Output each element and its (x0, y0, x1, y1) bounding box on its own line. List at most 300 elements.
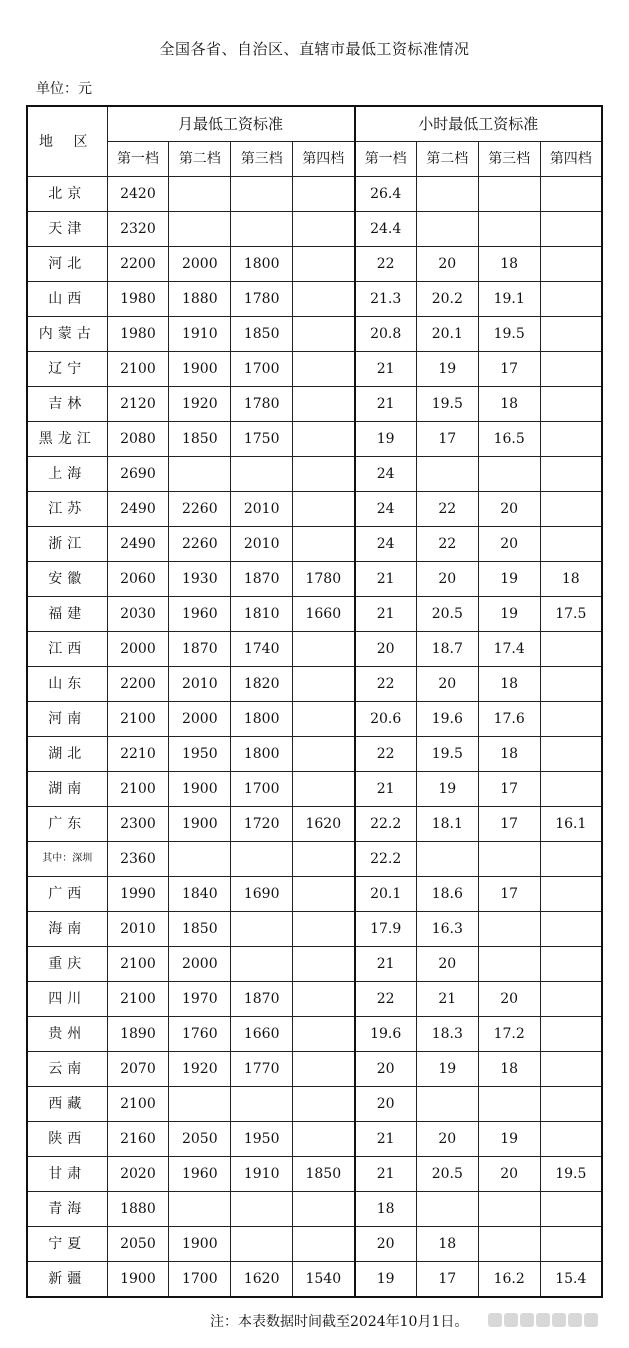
watermark-icon (488, 1313, 502, 1327)
monthly-group-header: 月最低工资标准 (107, 106, 355, 142)
table-row (27, 632, 602, 667)
hourly-tier-4-cell (540, 457, 602, 492)
hourly-tier-3-cell: 17 (478, 807, 540, 842)
hourly-tier-1-cell: 17.9 (355, 912, 417, 947)
hourly-tier-4-cell (540, 1052, 602, 1087)
hourly-tier-3-cell (478, 947, 540, 982)
hourly-tier-4-cell (540, 422, 602, 457)
monthly-tier-4-cell (293, 1087, 355, 1122)
table-row (27, 282, 602, 317)
monthly-tier-1-cell: 2010 (107, 912, 169, 947)
hourly-tier-4-cell: 15.4 (540, 1262, 602, 1298)
hourly-tier-1-cell: 24 (355, 457, 417, 492)
hourly-tier-1-cell: 19 (355, 422, 417, 457)
hourly-tier-1-cell: 22 (355, 247, 417, 282)
region-cell: 辽宁 (27, 352, 107, 387)
monthly-tier-3-cell: 1870 (231, 982, 293, 1017)
hourly-tier-3-cell (478, 912, 540, 947)
monthly-tier-4-cell: 1540 (293, 1262, 355, 1298)
monthly-tier-1-cell: 2060 (107, 562, 169, 597)
table-row (27, 772, 602, 807)
monthly-tier-2-cell: 2000 (169, 947, 231, 982)
monthly-tier-1-cell: 2490 (107, 492, 169, 527)
hourly-tier-4-cell (540, 352, 602, 387)
hourly-tier-1-cell: 26.4 (355, 177, 417, 212)
hourly-tier-3-cell: 20 (478, 492, 540, 527)
hourly-tier-4-cell (540, 1017, 602, 1052)
hourly-tier-1-cell: 21.3 (355, 282, 417, 317)
monthly-tier-1-cell: 2490 (107, 527, 169, 562)
monthly-tier-2-cell: 1760 (169, 1017, 231, 1052)
monthly-tier-1-cell: 2100 (107, 352, 169, 387)
monthly-tier-3-cell: 1850 (231, 317, 293, 352)
monthly-tier-3-cell (231, 1087, 293, 1122)
monthly-tier-2-cell: 1850 (169, 912, 231, 947)
monthly-tier-2-cell: 2050 (169, 1122, 231, 1157)
hourly-tier-1-cell: 20.6 (355, 702, 417, 737)
monthly-tier-2-cell: 2000 (169, 247, 231, 282)
monthly-tier-3-cell (231, 212, 293, 247)
hourly-tier-4-cell (540, 737, 602, 772)
table-row (27, 807, 602, 842)
hourly-tier-1-cell: 22 (355, 737, 417, 772)
hourly-tier-4-cell (540, 842, 602, 877)
monthly-tier-3-header: 第三档 (231, 142, 293, 177)
monthly-tier-1-cell: 2070 (107, 1052, 169, 1087)
monthly-tier-2-cell (169, 457, 231, 492)
hourly-tier-2-cell: 20.1 (416, 317, 478, 352)
hourly-tier-2-cell: 19 (416, 1052, 478, 1087)
monthly-tier-2-cell (169, 842, 231, 877)
monthly-tier-4-cell: 1780 (293, 562, 355, 597)
region-cell: 浙江 (27, 527, 107, 562)
hourly-tier-4-cell (540, 632, 602, 667)
hourly-tier-1-cell: 21 (355, 1157, 417, 1192)
hourly-tier-2-cell: 19 (416, 772, 478, 807)
monthly-tier-4-cell: 1850 (293, 1157, 355, 1192)
table-row (27, 842, 602, 877)
region-cell: 重庆 (27, 947, 107, 982)
hourly-tier-4-cell (540, 912, 602, 947)
monthly-tier-3-cell: 1910 (231, 1157, 293, 1192)
hourly-tier-3-header: 第三档 (478, 142, 540, 177)
monthly-tier-2-cell (169, 1192, 231, 1227)
hourly-tier-1-cell: 20 (355, 1052, 417, 1087)
monthly-tier-1-cell: 2100 (107, 947, 169, 982)
monthly-tier-1-cell: 2030 (107, 597, 169, 632)
hourly-tier-2-cell: 20.5 (416, 1157, 478, 1192)
monthly-tier-4-cell (293, 422, 355, 457)
monthly-tier-4-header: 第四档 (293, 142, 355, 177)
region-cell: 河南 (27, 702, 107, 737)
monthly-tier-3-cell: 1780 (231, 282, 293, 317)
hourly-tier-4-cell (540, 212, 602, 247)
monthly-tier-2-cell (169, 177, 231, 212)
monthly-tier-2-cell: 1900 (169, 1227, 231, 1262)
monthly-tier-1-cell: 2000 (107, 632, 169, 667)
hourly-tier-4-cell (540, 387, 602, 422)
monthly-tier-2-cell: 1700 (169, 1262, 231, 1298)
hourly-tier-4-cell (540, 877, 602, 912)
monthly-tier-4-cell: 1620 (293, 807, 355, 842)
hourly-tier-2-cell: 18 (416, 1227, 478, 1262)
hourly-tier-3-cell: 18 (478, 667, 540, 702)
hourly-tier-3-cell: 17.4 (478, 632, 540, 667)
hourly-tier-2-cell: 20 (416, 247, 478, 282)
table-row (27, 877, 602, 912)
hourly-tier-3-cell: 18 (478, 247, 540, 282)
table-row (27, 1262, 602, 1298)
hourly-tier-2-cell: 21 (416, 982, 478, 1017)
region-cell: 安徽 (27, 562, 107, 597)
watermark-icons (488, 1312, 606, 1328)
monthly-tier-1-cell: 2020 (107, 1157, 169, 1192)
hourly-tier-3-cell: 18 (478, 1052, 540, 1087)
header-row-tiers (27, 142, 602, 177)
region-cell: 四川 (27, 982, 107, 1017)
table-row (27, 457, 602, 492)
hourly-tier-3-cell: 17.2 (478, 1017, 540, 1052)
hourly-tier-3-cell: 16.2 (478, 1262, 540, 1298)
table-row (27, 562, 602, 597)
hourly-tier-2-cell: 20 (416, 1122, 478, 1157)
hourly-tier-4-cell (540, 772, 602, 807)
monthly-tier-4-cell (293, 737, 355, 772)
region-cell: 吉林 (27, 387, 107, 422)
hourly-tier-4-cell (540, 1192, 602, 1227)
monthly-tier-3-cell: 1800 (231, 702, 293, 737)
hourly-tier-4-cell (540, 317, 602, 352)
monthly-tier-1-cell: 2200 (107, 667, 169, 702)
hourly-tier-2-cell: 19.5 (416, 387, 478, 422)
monthly-tier-4-cell (293, 912, 355, 947)
hourly-tier-2-cell: 20 (416, 562, 478, 597)
watermark-icon (536, 1313, 550, 1327)
hourly-tier-3-cell: 20 (478, 527, 540, 562)
monthly-tier-4-cell (293, 982, 355, 1017)
table-row (27, 982, 602, 1017)
region-cell: 江西 (27, 632, 107, 667)
hourly-tier-1-cell: 20 (355, 1087, 417, 1122)
table-row (27, 947, 602, 982)
region-cell: 西藏 (27, 1087, 107, 1122)
monthly-tier-3-cell: 1810 (231, 597, 293, 632)
monthly-tier-2-cell: 1870 (169, 632, 231, 667)
hourly-tier-1-cell: 21 (355, 387, 417, 422)
monthly-tier-4-cell (293, 1052, 355, 1087)
hourly-tier-4-header: 第四档 (540, 142, 602, 177)
monthly-tier-4-cell: 1660 (293, 597, 355, 632)
monthly-tier-3-cell (231, 457, 293, 492)
hourly-tier-3-cell (478, 1087, 540, 1122)
hourly-tier-1-cell: 21 (355, 352, 417, 387)
region-cell: 贵州 (27, 1017, 107, 1052)
monthly-tier-1-cell: 2100 (107, 982, 169, 1017)
hourly-tier-1-cell: 19.6 (355, 1017, 417, 1052)
monthly-tier-2-cell: 2010 (169, 667, 231, 702)
monthly-tier-1-cell: 2160 (107, 1122, 169, 1157)
hourly-tier-3-cell: 19.5 (478, 317, 540, 352)
minimum-wage-table (26, 105, 603, 1298)
monthly-tier-1-cell: 1980 (107, 317, 169, 352)
monthly-tier-2-cell: 1950 (169, 737, 231, 772)
hourly-tier-2-header: 第二档 (416, 142, 478, 177)
monthly-tier-4-cell (293, 877, 355, 912)
table-row (27, 527, 602, 562)
hourly-tier-3-cell (478, 842, 540, 877)
hourly-tier-3-cell (478, 1227, 540, 1262)
region-cell: 黑龙江 (27, 422, 107, 457)
monthly-tier-4-cell (293, 317, 355, 352)
monthly-tier-1-cell: 2100 (107, 1087, 169, 1122)
table-row (27, 702, 602, 737)
monthly-tier-3-cell: 1620 (231, 1262, 293, 1298)
monthly-tier-2-cell: 1960 (169, 597, 231, 632)
monthly-tier-2-cell: 2000 (169, 702, 231, 737)
hourly-tier-2-cell (416, 842, 478, 877)
monthly-tier-1-cell: 2200 (107, 247, 169, 282)
hourly-tier-2-cell: 20 (416, 947, 478, 982)
footnote: 注：本表数据时间截至2024年10月1日。 (210, 1314, 469, 1330)
monthly-tier-2-header: 第二档 (169, 142, 231, 177)
region-cell: 广西 (27, 877, 107, 912)
monthly-tier-3-cell (231, 842, 293, 877)
monthly-tier-3-cell: 1750 (231, 422, 293, 457)
hourly-tier-2-cell: 17 (416, 1262, 478, 1298)
hourly-tier-2-cell (416, 177, 478, 212)
hourly-tier-2-cell: 19.5 (416, 737, 478, 772)
table-body (27, 177, 602, 1298)
monthly-tier-4-cell (293, 212, 355, 247)
unit-label: 单位：元 (36, 81, 92, 97)
hourly-tier-4-cell (540, 947, 602, 982)
monthly-tier-3-cell: 2010 (231, 492, 293, 527)
hourly-tier-3-cell: 19.1 (478, 282, 540, 317)
hourly-tier-1-cell: 20.1 (355, 877, 417, 912)
monthly-tier-4-cell (293, 527, 355, 562)
region-cell: 山西 (27, 282, 107, 317)
region-cell: 湖南 (27, 772, 107, 807)
monthly-tier-1-cell: 2300 (107, 807, 169, 842)
hourly-tier-1-cell: 21 (355, 1122, 417, 1157)
page-title: 全国各省、自治区、直辖市最低工资标准情况 (159, 40, 470, 58)
monthly-tier-4-cell (293, 177, 355, 212)
region-cell: 广东 (27, 807, 107, 842)
monthly-tier-1-cell: 1980 (107, 282, 169, 317)
monthly-tier-3-cell: 1800 (231, 737, 293, 772)
monthly-tier-2-cell: 1970 (169, 982, 231, 1017)
hourly-tier-2-cell: 18.1 (416, 807, 478, 842)
hourly-tier-3-cell: 19 (478, 1122, 540, 1157)
monthly-tier-3-cell (231, 947, 293, 982)
region-cell: 天津 (27, 212, 107, 247)
table-row (27, 352, 602, 387)
hourly-tier-4-cell (540, 1227, 602, 1262)
monthly-tier-4-cell (293, 772, 355, 807)
hourly-tier-3-cell: 17 (478, 772, 540, 807)
monthly-tier-2-cell: 1930 (169, 562, 231, 597)
monthly-tier-4-cell (293, 247, 355, 282)
region-cell: 北京 (27, 177, 107, 212)
hourly-tier-2-cell: 19.6 (416, 702, 478, 737)
monthly-tier-3-cell: 1770 (231, 1052, 293, 1087)
monthly-tier-2-cell: 1840 (169, 877, 231, 912)
hourly-tier-4-cell (540, 492, 602, 527)
monthly-tier-3-cell: 1800 (231, 247, 293, 282)
monthly-tier-1-cell: 2080 (107, 422, 169, 457)
monthly-tier-4-cell (293, 1192, 355, 1227)
monthly-tier-4-cell (293, 387, 355, 422)
hourly-tier-2-cell (416, 1087, 478, 1122)
watermark-icon (520, 1313, 534, 1327)
hourly-tier-2-cell: 20 (416, 667, 478, 702)
monthly-tier-1-cell: 1900 (107, 1262, 169, 1298)
hourly-tier-4-cell: 16.1 (540, 807, 602, 842)
monthly-tier-1-cell: 1880 (107, 1192, 169, 1227)
hourly-tier-2-cell: 22 (416, 492, 478, 527)
table-row (27, 737, 602, 772)
hourly-tier-2-cell: 16.3 (416, 912, 478, 947)
hourly-tier-3-cell (478, 177, 540, 212)
hourly-tier-1-cell: 24.4 (355, 212, 417, 247)
hourly-tier-1-cell: 22.2 (355, 807, 417, 842)
hourly-tier-2-cell (416, 457, 478, 492)
hourly-tier-3-cell: 19 (478, 562, 540, 597)
region-cell: 河北 (27, 247, 107, 282)
monthly-tier-4-cell (293, 947, 355, 982)
monthly-tier-1-cell: 1890 (107, 1017, 169, 1052)
hourly-tier-4-cell (540, 667, 602, 702)
monthly-tier-2-cell: 2260 (169, 527, 231, 562)
hourly-tier-3-cell: 18 (478, 737, 540, 772)
hourly-tier-3-cell: 19 (478, 597, 540, 632)
hourly-tier-3-cell: 18 (478, 387, 540, 422)
table-row (27, 492, 602, 527)
monthly-tier-4-cell (293, 667, 355, 702)
monthly-tier-4-cell (293, 1017, 355, 1052)
header-row-groups (27, 106, 602, 142)
hourly-tier-1-cell: 24 (355, 527, 417, 562)
watermark-icon (504, 1313, 518, 1327)
hourly-tier-3-cell: 20 (478, 982, 540, 1017)
monthly-tier-2-cell: 1960 (169, 1157, 231, 1192)
monthly-tier-2-cell: 1880 (169, 282, 231, 317)
hourly-tier-4-cell (540, 282, 602, 317)
table-row (27, 1192, 602, 1227)
monthly-tier-3-cell: 1720 (231, 807, 293, 842)
hourly-tier-1-cell: 19 (355, 1262, 417, 1298)
hourly-tier-2-cell: 18.7 (416, 632, 478, 667)
hourly-tier-1-cell: 20.8 (355, 317, 417, 352)
watermark-icon (568, 1313, 582, 1327)
monthly-tier-3-cell: 1740 (231, 632, 293, 667)
region-cell: 内蒙古 (27, 317, 107, 352)
monthly-tier-4-cell (293, 352, 355, 387)
hourly-tier-1-cell: 21 (355, 772, 417, 807)
hourly-tier-3-cell (478, 457, 540, 492)
hourly-tier-2-cell: 20.2 (416, 282, 478, 317)
monthly-tier-2-cell (169, 212, 231, 247)
region-cell: 宁夏 (27, 1227, 107, 1262)
monthly-tier-1-cell: 2100 (107, 702, 169, 737)
hourly-tier-1-cell: 21 (355, 947, 417, 982)
hourly-tier-1-cell: 22 (355, 667, 417, 702)
hourly-tier-3-cell: 20 (478, 1157, 540, 1192)
table-row (27, 177, 602, 212)
region-column-header: 地 区 (27, 106, 107, 177)
monthly-tier-3-cell: 1700 (231, 352, 293, 387)
hourly-tier-1-cell: 20 (355, 632, 417, 667)
monthly-tier-1-cell: 2050 (107, 1227, 169, 1262)
hourly-tier-4-cell: 19.5 (540, 1157, 602, 1192)
table-row (27, 1227, 602, 1262)
monthly-tier-2-cell: 1900 (169, 352, 231, 387)
table-row (27, 912, 602, 947)
hourly-tier-4-cell (540, 247, 602, 282)
hourly-tier-2-cell: 20.5 (416, 597, 478, 632)
table-row (27, 247, 602, 282)
hourly-tier-4-cell (540, 982, 602, 1017)
monthly-tier-3-cell: 2010 (231, 527, 293, 562)
monthly-tier-3-cell: 1780 (231, 387, 293, 422)
monthly-tier-1-cell: 2420 (107, 177, 169, 212)
table-row (27, 1122, 602, 1157)
region-cell: 江苏 (27, 492, 107, 527)
hourly-tier-2-cell: 22 (416, 527, 478, 562)
hourly-tier-4-cell (540, 177, 602, 212)
hourly-tier-1-cell: 22.2 (355, 842, 417, 877)
region-cell: 其中：深圳 (27, 842, 107, 877)
table-row (27, 317, 602, 352)
hourly-tier-3-cell (478, 212, 540, 247)
hourly-tier-1-cell: 22 (355, 982, 417, 1017)
monthly-tier-3-cell: 1660 (231, 1017, 293, 1052)
hourly-tier-4-cell (540, 1087, 602, 1122)
monthly-tier-3-cell: 1870 (231, 562, 293, 597)
hourly-tier-1-cell: 18 (355, 1192, 417, 1227)
monthly-tier-2-cell: 1850 (169, 422, 231, 457)
monthly-tier-1-cell: 2320 (107, 212, 169, 247)
hourly-tier-2-cell (416, 1192, 478, 1227)
monthly-tier-3-cell (231, 912, 293, 947)
hourly-tier-2-cell: 17 (416, 422, 478, 457)
monthly-tier-3-cell: 1700 (231, 772, 293, 807)
watermark-icon (552, 1313, 566, 1327)
hourly-tier-1-cell: 21 (355, 562, 417, 597)
monthly-tier-2-cell: 1900 (169, 772, 231, 807)
monthly-tier-1-cell: 2690 (107, 457, 169, 492)
hourly-tier-4-cell (540, 527, 602, 562)
monthly-tier-2-cell: 1920 (169, 387, 231, 422)
table-row (27, 387, 602, 422)
hourly-tier-1-cell: 20 (355, 1227, 417, 1262)
hourly-tier-3-cell: 17 (478, 877, 540, 912)
table-row (27, 597, 602, 632)
monthly-tier-2-cell: 2260 (169, 492, 231, 527)
monthly-tier-4-cell (293, 492, 355, 527)
watermark-icon (584, 1313, 598, 1327)
hourly-tier-1-cell: 24 (355, 492, 417, 527)
region-cell: 陕西 (27, 1122, 107, 1157)
table-row (27, 1017, 602, 1052)
region-cell: 海南 (27, 912, 107, 947)
region-cell: 山东 (27, 667, 107, 702)
monthly-tier-1-cell: 2120 (107, 387, 169, 422)
monthly-tier-3-cell (231, 177, 293, 212)
region-cell: 湖北 (27, 737, 107, 772)
hourly-tier-3-cell: 17.6 (478, 702, 540, 737)
hourly-tier-2-cell: 18.3 (416, 1017, 478, 1052)
